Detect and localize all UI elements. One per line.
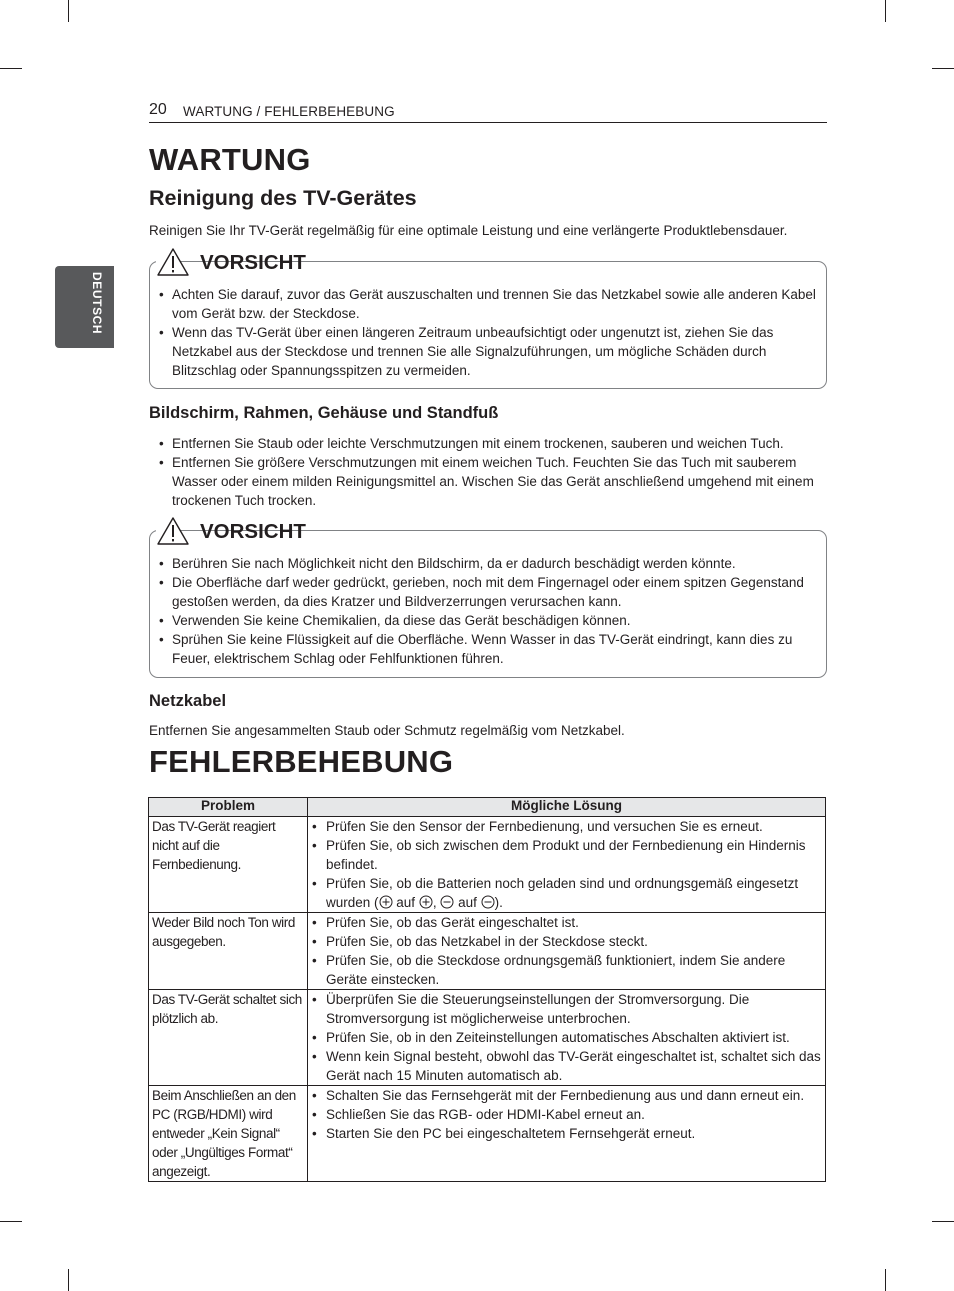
table-header-row — [149, 798, 826, 817]
section-title-wartung: WARTUNG — [149, 142, 311, 177]
list-item: • Entfernen Sie größere Verschmutzungen mit einem weichen Tuch. Feuchten Sie das Tuch mit sauberem Wasser oder einem milden Reinigungsmittel an. Wischen Sie das Gerät anschließend umgehend mit einem trockenen Tuch trocken. — [159, 453, 817, 510]
battery-text-mid1: auf — [392, 895, 419, 910]
crop-mark — [885, 1269, 886, 1291]
screen-cleaning-list — [159, 434, 817, 510]
warning-icon — [156, 516, 190, 546]
section-title-troubleshooting: FEHLERBEHEBUNG — [149, 744, 454, 779]
caution-header — [156, 247, 306, 277]
caution-list — [159, 554, 817, 668]
list-item: • Schalten Sie das Fernsehgerät mit der Fernbedienung aus und dann erneut ein. — [312, 1086, 821, 1105]
table-row — [149, 817, 826, 913]
subsection-heading-power-cord: Netzkabel — [149, 692, 227, 710]
list-item: • Verwenden Sie keine Chemikalien, da diese das Gerät beschädigen können. — [159, 611, 817, 630]
caution-list — [159, 285, 817, 380]
list-item: • Wenn das TV-Gerät über einen längeren Zeitraum unbeaufsichtigt oder ungenutzt ist, ziehen Sie das Netzkabel aus der Steckdose und trennen Sie alle Signalzuführungen, um mögliche Schäden durch Blitzschlag oder Spannungsspitzen zu vermeiden. — [159, 323, 817, 380]
list-item — [312, 874, 821, 912]
page-number: 20 — [149, 101, 167, 118]
list-item: • Prüfen Sie, ob sich zwischen dem Produkt und der Fernbedienung ein Hindernis befindet. — [312, 836, 821, 874]
list-item: • Prüfen Sie, ob die Steckdose ordnungsgemäß funktioniert, indem Sie andere Geräte einstecken. — [312, 951, 821, 989]
caution-header — [156, 516, 306, 546]
battery-text-mid2: , — [432, 895, 441, 910]
list-item: • Die Oberfläche darf weder gedrückt, gerieben, noch mit dem Fingernagel oder einem spitzen Gegenstand gestoßen werden, da dies Kratzer und Bildverzerrungen verursachen kann. — [159, 573, 817, 611]
crop-mark — [932, 1221, 954, 1222]
page-header — [149, 101, 827, 123]
troubleshooting-table — [148, 797, 826, 1182]
plus-circle-icon — [419, 895, 433, 909]
minus-circle-icon — [481, 895, 495, 909]
solution-cell — [308, 990, 826, 1086]
column-header-problem: Problem — [149, 798, 308, 817]
crop-mark — [68, 0, 69, 22]
crop-mark — [0, 68, 22, 69]
list-item: • Wenn kein Signal besteht, obwohl das TV-Gerät eingeschaltet ist, schaltet sich das Gerät nach 15 Minuten automatisch ab. — [312, 1047, 821, 1085]
battery-text-pre: Prüfen Sie, ob die Batterien noch geladen sind und ordnungsgemäß eingesetzt wurden ( — [326, 876, 799, 910]
running-title: WARTUNG / FEHLERBEHEBUNG — [183, 104, 395, 119]
cleaning-intro: Reinigen Sie Ihr TV-Gerät regelmäßig für eine optimale Leistung und eine verlängerte Produktlebensdauer. — [149, 223, 788, 238]
caution-label: VORSICHT — [200, 251, 306, 274]
list-item: • Prüfen Sie den Sensor der Fernbedienung, und versuchen Sie es erneut. — [312, 817, 821, 836]
power-cord-text: Entfernen Sie angesammelten Staub oder Schmutz regelmäßig vom Netzkabel. — [149, 723, 625, 738]
problem-cell: Das TV-Gerät schaltet sich plötzlich ab. — [149, 990, 308, 1086]
crop-mark — [885, 0, 886, 22]
list-item: • Prüfen Sie, ob das Gerät eingeschaltet ist. — [312, 913, 821, 932]
subsection-heading-screen: Bildschirm, Rahmen, Gehäuse und Standfuß — [149, 404, 499, 422]
solution-list — [312, 913, 821, 989]
subsection-title-cleaning: Reinigung des TV-Gerätes — [149, 186, 417, 210]
list-item: • Achten Sie darauf, zuvor das Gerät auszuschalten und trennen Sie das Netzkabel sowie alle anderen Kabel vom Gerät bzw. der Steckdose. — [159, 285, 817, 323]
list-item: • Prüfen Sie, ob in den Zeiteinstellungen automatisches Abschalten aktiviert ist. — [312, 1028, 821, 1047]
table-row — [149, 990, 826, 1086]
warning-icon — [156, 247, 190, 277]
list-item: • Schließen Sie das RGB- oder HDMI-Kabel erneut an. — [312, 1105, 821, 1124]
solution-list — [312, 1086, 821, 1143]
battery-text-post: ). — [494, 895, 503, 910]
solution-cell — [308, 913, 826, 990]
caution-box — [149, 520, 827, 678]
crop-mark — [68, 1269, 69, 1291]
language-tab — [55, 266, 114, 348]
plus-circle-icon — [379, 895, 393, 909]
solution-list — [312, 990, 821, 1085]
list-item: • Sprühen Sie keine Flüssigkeit auf die Oberfläche. Wenn Wasser in das TV-Gerät eindringt, kann dies zu Feuer, elektrischem Schlag oder Fehlfunktionen führen. — [159, 630, 817, 668]
solution-cell — [308, 1086, 826, 1182]
caution-box — [149, 251, 827, 389]
list-item: • Starten Sie den PC bei eingeschaltetem Fernsehgerät erneut. — [312, 1124, 821, 1143]
language-tab-label: DEUTSCH — [90, 272, 104, 335]
list-item: • Berühren Sie nach Möglichkeit nicht den Bildschirm, da er dadurch beschädigt werden könnte. — [159, 554, 817, 573]
crop-mark — [932, 68, 954, 69]
table-row — [149, 1086, 826, 1182]
crop-mark — [0, 1221, 22, 1222]
list-item: • Überprüfen Sie die Steuerungseinstellungen der Stromversorgung. Die Stromversorgung ist möglicherweise unterbrochen. — [312, 990, 821, 1028]
column-header-solution: Mögliche Lösung — [308, 798, 826, 817]
minus-circle-icon — [440, 895, 454, 909]
battery-text-mid3: auf — [454, 895, 481, 910]
list-item: • Prüfen Sie, ob das Netzkabel in der Steckdose steckt. — [312, 932, 821, 951]
problem-cell: Weder Bild noch Ton wird ausgegeben. — [149, 913, 308, 990]
problem-cell: Das TV-Gerät reagiert nicht auf die Fernbedienung. — [149, 817, 308, 913]
list-item: • Entfernen Sie Staub oder leichte Verschmutzungen mit einem trockenen, sauberen und weichen Tuch. — [159, 434, 817, 453]
problem-cell: Beim Anschließen an den PC (RGB/HDMI) wird entweder „Kein Signal“ oder „Ungültiges Format“ angezeigt. — [149, 1086, 308, 1182]
table-row — [149, 913, 826, 990]
caution-label: VORSICHT — [200, 520, 306, 543]
solution-list — [312, 817, 821, 912]
solution-cell — [308, 817, 826, 913]
